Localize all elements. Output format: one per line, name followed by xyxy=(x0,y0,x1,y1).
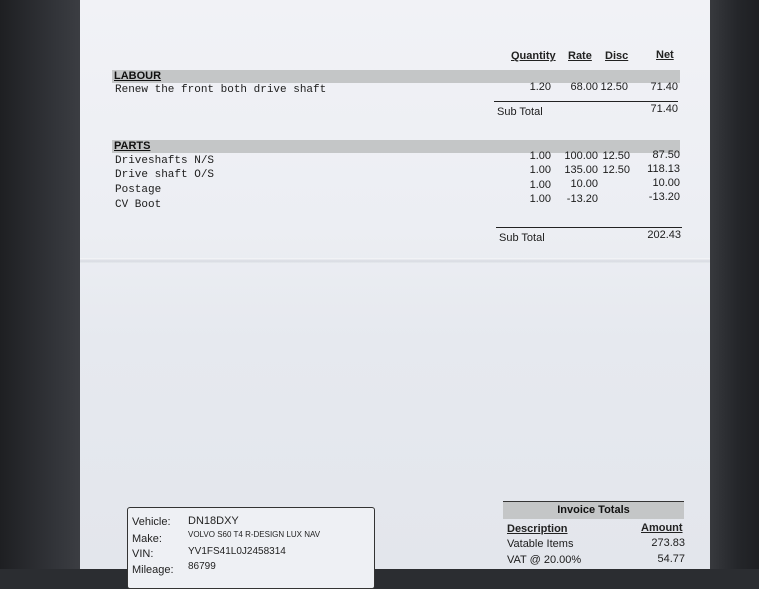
labour-item-qty: 1.20 xyxy=(529,81,551,93)
totals-row-label: VAT @ 20.00% xyxy=(507,554,582,566)
labour-item-rate: 68.00 xyxy=(570,81,598,93)
paper-fold xyxy=(80,258,710,264)
parts-item-qty: 1.00 xyxy=(529,193,551,205)
column-header-quantity: Quantity xyxy=(511,50,556,62)
parts-heading: PARTS xyxy=(114,140,151,152)
parts-item-rate: 10.00 xyxy=(570,178,598,190)
parts-subtotal-label: Sub Total xyxy=(499,232,545,244)
vehicle-make: VOLVO S60 T4 R-DESIGN LUX NAV xyxy=(188,530,321,539)
parts-item-desc: Postage xyxy=(115,184,162,196)
labour-subtotal-rule xyxy=(494,101,678,102)
parts-item-net: -13.20 xyxy=(648,191,680,203)
table-surface-left xyxy=(0,0,82,569)
vehicle-vin: YV1FS41L0J2458314 xyxy=(188,546,286,557)
totals-row-amount: 54.77 xyxy=(657,553,685,565)
vehicle-label: Vehicle: xyxy=(132,516,171,528)
column-header-rate: Rate xyxy=(568,50,592,62)
vehicle-details-box xyxy=(127,507,375,589)
labour-subtotal-label: Sub Total xyxy=(497,106,543,118)
parts-item-net: 87.50 xyxy=(652,149,680,161)
vin-label: VIN: xyxy=(132,548,154,560)
labour-heading: LABOUR xyxy=(114,70,162,82)
parts-item-disc: 12.50 xyxy=(602,164,630,176)
parts-item-qty: 1.00 xyxy=(529,150,551,162)
totals-amount-header: Amount xyxy=(641,522,683,534)
parts-item-rate: 135.00 xyxy=(564,164,598,176)
column-header-net: Net xyxy=(656,49,674,61)
parts-item-net: 118.13 xyxy=(647,163,680,175)
table-surface-right xyxy=(706,0,759,569)
invoice-page xyxy=(80,0,710,576)
column-header-disc: Disc xyxy=(605,50,629,62)
vehicle-mileage: 86799 xyxy=(188,561,216,572)
mileage-label: Mileage: xyxy=(132,564,174,576)
labour-item-desc: Renew the front both drive shaft xyxy=(115,84,327,96)
parts-item-desc: Driveshafts N/S xyxy=(115,155,215,167)
parts-item-rate: -13.20 xyxy=(566,193,598,205)
totals-row-amount: 273.83 xyxy=(651,537,685,549)
labour-item-disc: 12.50 xyxy=(600,81,628,93)
invoice-totals-title: Invoice Totals xyxy=(557,504,630,516)
vehicle-registration: DN18DXY xyxy=(188,515,239,527)
parts-subtotal-value: 202.43 xyxy=(647,229,681,241)
labour-item-net: 71.40 xyxy=(650,81,678,93)
totals-row-label: Vatable Items xyxy=(507,538,574,550)
parts-item-net: 10.00 xyxy=(652,177,680,189)
parts-item-rate: 100.00 xyxy=(564,150,598,162)
parts-item-qty: 1.00 xyxy=(529,179,551,191)
invoice-totals-band xyxy=(503,501,684,519)
parts-item-desc: CV Boot xyxy=(115,199,162,211)
parts-subtotal-rule xyxy=(496,227,682,228)
totals-description-header: Description xyxy=(507,523,568,535)
make-label: Make: xyxy=(132,533,162,545)
parts-item-desc: Drive shaft O/S xyxy=(115,169,215,181)
labour-subtotal-value: 71.40 xyxy=(650,103,678,115)
parts-item-disc: 12.50 xyxy=(602,150,630,162)
parts-item-qty: 1.00 xyxy=(529,164,551,176)
